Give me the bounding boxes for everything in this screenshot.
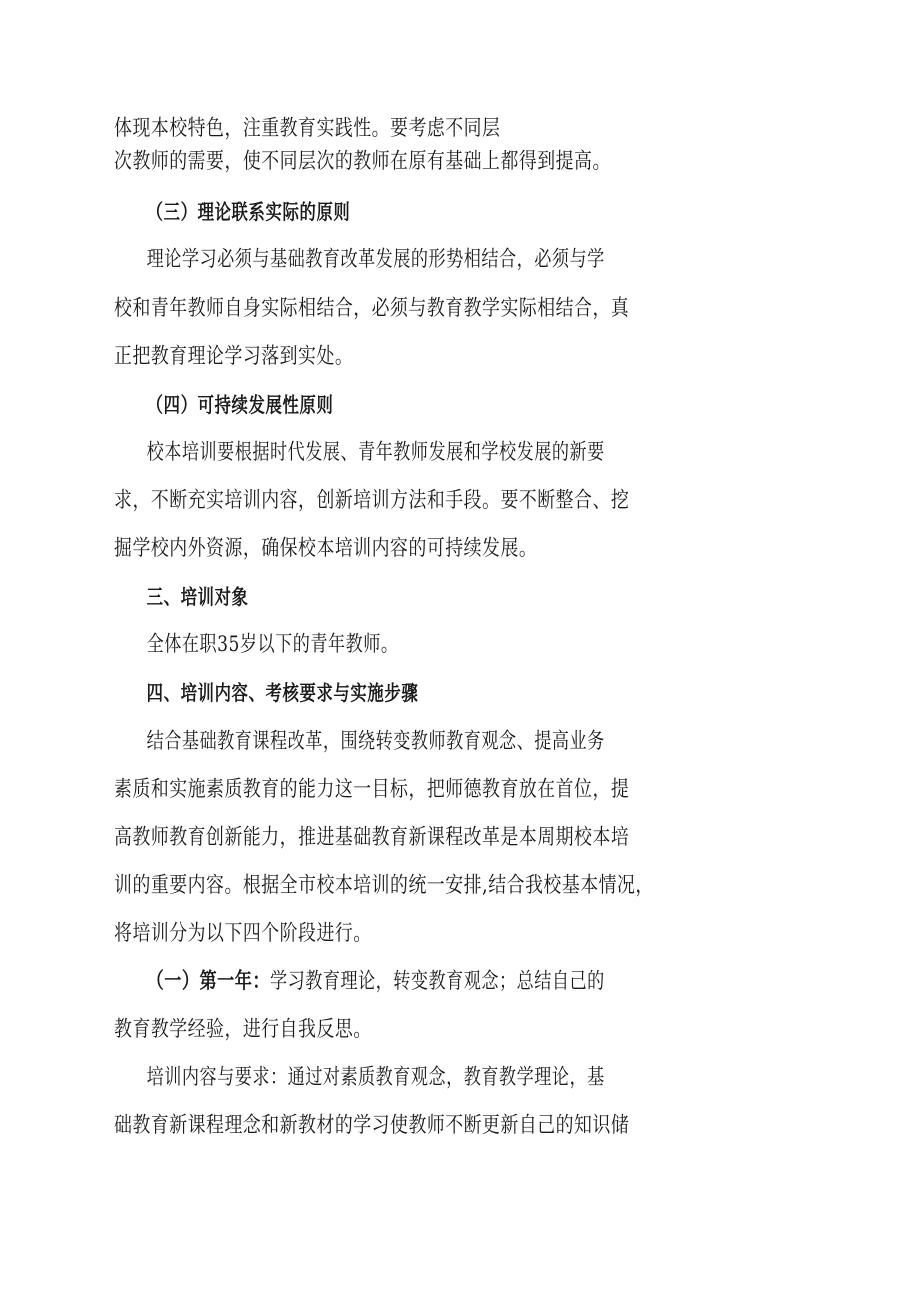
paragraph-line: 体现本校特色，注重教育实践性。要考虑不同层 — [114, 116, 501, 141]
section-heading: 四、培训内容、考核要求与实施步骤 — [146, 681, 419, 705]
paragraph-line: 理论学习必须与基础教育改革发展的形势相结合，必须与学 — [146, 247, 605, 272]
stage-text: 学习教育理论，转变教育观念；总结自己的 — [269, 969, 605, 994]
section-heading: （三）理论联系实际的原则 — [146, 200, 351, 224]
paragraph-line: 素质和实施素质教育的能力这一目标，把师德教育放在首位，提 — [114, 777, 630, 802]
paragraph-line: 结合基础教育课程改革，围绕转变教师教育观念、提高业务 — [146, 729, 605, 754]
section-heading: （四）可持续发展性原则 — [146, 393, 334, 417]
paragraph-line: 校本培训要根据时代发展、青年教师发展和学校发展的新要 — [146, 440, 605, 465]
paragraph-line: 正把教育理论学习落到实处。 — [114, 344, 354, 369]
paragraph-line: 础教育新课程理念和新教材的学习使教师不断更新自己的知识储 — [114, 1113, 630, 1138]
paragraph-line: 培训内容与要求：通过对素质教育观念，教育教学理论，基 — [146, 1065, 605, 1090]
section-heading: 三、培训对象 — [146, 585, 249, 609]
paragraph-line: 教育教学经验，进行自我反思。 — [114, 1017, 372, 1042]
paragraph-line: 将培训分为以下四个阶段进行。 — [114, 921, 372, 946]
paragraph-line: 全体在职35岁以下的青年教师。 — [146, 632, 399, 657]
paragraph-line: 次教师的需要，使不同层次的教师在原有基础上都得到提高。 — [114, 149, 611, 174]
paragraph-line: 校和青年教师自身实际相结合，必须与教育教学实际相结合，真 — [114, 296, 630, 321]
stage-line — [0, 966, 880, 998]
paragraph-line: 高教师教育创新能力，推进基础教育新课程改革是本周期校本培 — [114, 825, 630, 850]
paragraph-line: 训的重要内容。根据全市校本培训的统一安排,结合我校基本情况， — [114, 873, 654, 898]
stage-label: （一）第一年： — [146, 969, 270, 994]
paragraph-line: 求，不断充实培训内容，创新培训方法和手段。要不断整合、挖 — [114, 488, 630, 513]
paragraph-line: 掘学校内外资源，确保校本培训内容的可持续发展。 — [114, 536, 538, 561]
